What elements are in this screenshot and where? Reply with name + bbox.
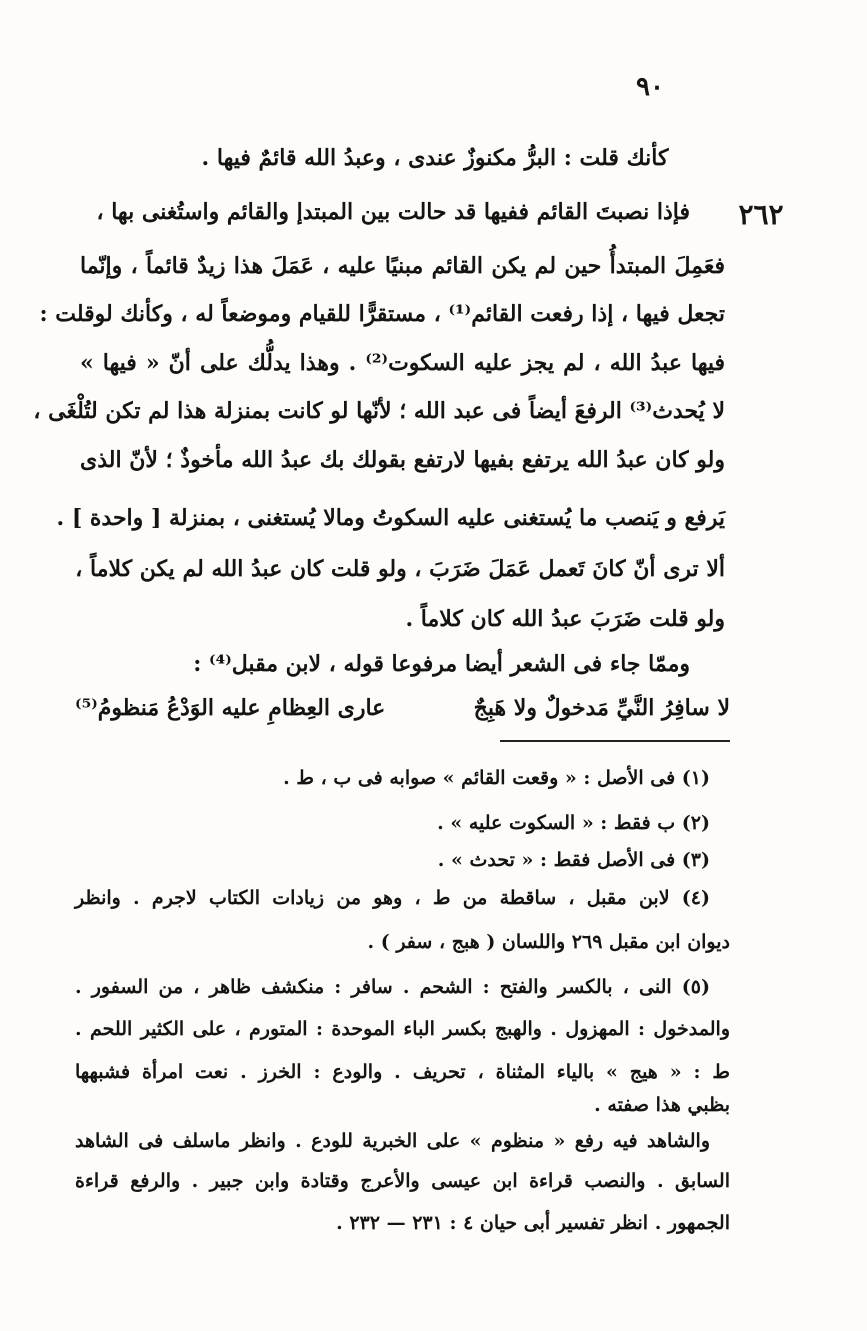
footnote-1: (١) فى الأصل : « وقعت القائم » صوابه فى ب ، ط . <box>283 767 710 789</box>
page-number: ٩٠ <box>636 72 664 102</box>
body-line-5: فيها عبدُ الله ، لم يجز عليه السكوت⁽²⁾ . وهذا يدلُّك على أنّ « فيها » <box>80 350 725 376</box>
body-line-1: كأنك قلت : البرُّ مكنوزٌ عندى ، وعبدُ الله قائمٌ فيها . <box>201 145 669 171</box>
body-line-2: فإذا نصبتَ القائم ففيها قد حالت بين المبتدإ والقائم واستُغنى بها ، <box>96 199 690 225</box>
footnote-2: (٢) ب فقط : « السكوت عليه » . <box>437 812 710 834</box>
footnote-3: (٣) فى الأصل فقط : « تحدث » . <box>437 849 710 871</box>
body-line-9: ألا ترى أنّ كانَ تَعمل عَمَلَ ضَرَبَ ، ولو قلت كان عبدُ الله لم يكن كلاماً ، <box>75 556 725 582</box>
footnote-5-line-4: بظبي هذا صفته . <box>594 1094 730 1116</box>
body-line-3: فعَمِلَ المبتدأُ حين لم يكن القائم مبنيًا عليه ، عَمَلَ هذا زيدٌ قائماً ، وإنّما <box>80 253 725 279</box>
footnote-5-line-1: (٥) النى ، بالكسر والفتح : الشحم . سافر : منكشف ظاهر ، من السفور . <box>75 976 710 998</box>
footnote-5-line-6: السابق . والنصب قراءة ابن عيسى والأعرج وقتادة وابن جبير . والرفع قراءة <box>75 1170 730 1192</box>
footnote-4-line-2: ديوان ابن مقبل ٢٦٩ واللسان ( هبج ، سفر ) . <box>367 931 730 953</box>
body-line-4: تجعل فيها ، إذا رفعت القائم⁽¹⁾ ، مستقرًّا للقيام وموضعاً له ، وكأنك لوقلت : <box>39 301 725 327</box>
verse-first-hemistich: لا سافِرُ النَّيِّ مَدخولٌ ولا هَبِجٌ <box>473 695 730 721</box>
footnote-5-line-2: والمدخول : المهزول . والهبج بكسر الباء الموحدة : المتورم ، على الكثير اللحم . <box>75 1018 730 1040</box>
footnote-separator <box>500 740 730 742</box>
section-number: ٢٦٢ <box>738 198 784 231</box>
body-line-10: ولو قلت ضَرَبَ عبدُ الله كان كلاماً . <box>405 606 725 632</box>
body-line-7: ولو كان عبدُ الله يرتفع بفيها لارتفع بقولك بك عبدُ الله مأخوذٌ ؛ لأنّ الذى <box>80 447 725 473</box>
footnote-5-line-5: والشاهد فيه رفع « منظوم » على الخبرية للودع . وانظر ماسلف فى الشاهد <box>75 1130 710 1152</box>
footnote-5-line-3: ط : « هيج » بالياء المثناة ، تحريف . والودع : الخرز . نعت امرأة فشبهها <box>75 1061 730 1083</box>
footnote-4-line-1: (٤) لابن مقبل ، ساقطة من ط ، وهو من زيادات الكتاب لاجرم . وانظر <box>75 887 710 909</box>
body-line-8: يَرفع و يَنصب ما يُستغنى عليه السكوتُ ومالا يُستغنى ، بمنزلة [ واحدة ] . <box>56 505 725 531</box>
body-line-6: لا يُحدث⁽³⁾ الرفعَ أيضاً فى عبد الله ؛ لأنّها لو كانت بمنزلة هذا لم تكن لتُلْغَى ، <box>33 398 725 424</box>
verse-second-hemistich: عارى العِظامِ عليه الوَدْعُ مَنظومُ⁽⁵⁾ <box>75 695 386 721</box>
body-line-11: وممّا جاء فى الشعر أيضا مرفوعا قوله ، لابن مقبل⁽⁴⁾ : <box>193 651 690 677</box>
footnote-5-line-7: الجمهور . انظر تفسير أبى حيان ٤ : ٢٣١ — ٢٣٢ . <box>336 1212 730 1234</box>
